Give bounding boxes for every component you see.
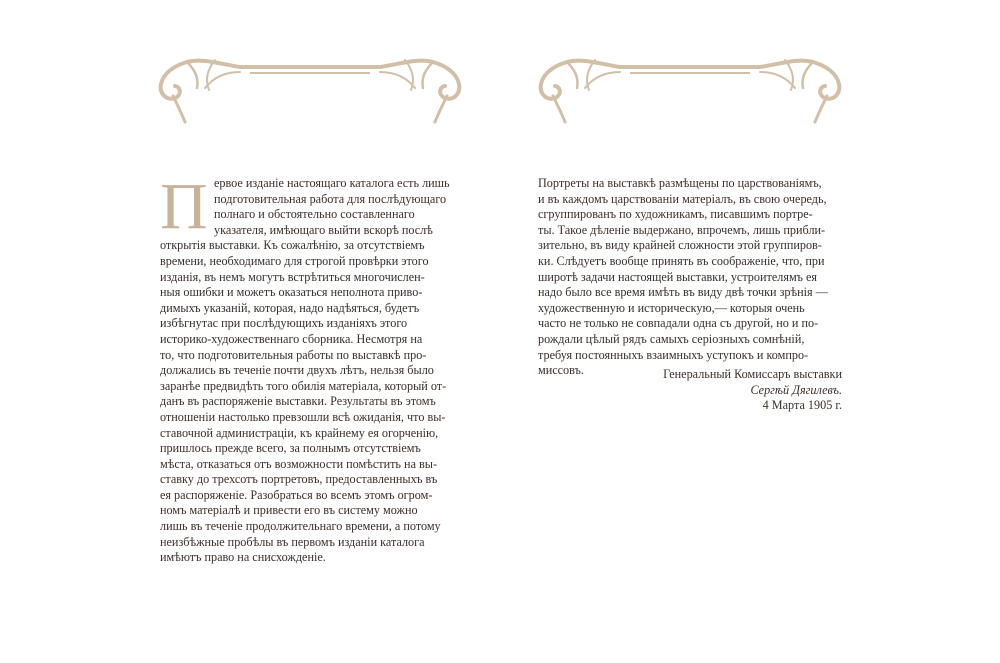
text-line: пришлось прежде всего, за полнымъ отсутствіемъ [160,441,421,456]
text-line: димыхъ указаній, которая, надо надѣяться, будетъ [160,300,420,315]
drop-cap: П [160,170,208,243]
text-line: Портреты на выставкѣ размѣщены по царствованіямъ, [538,176,822,190]
text-line: широтѣ задачи настоящей выставки, устроителямъ ея [538,269,818,284]
text-line: открытія выставки. Къ сожалѣнію, за отсутствіемъ [160,238,425,253]
text-line: неизбѣжные пробѣлы въ первомъ изданіи каталога [160,534,425,549]
text-line: избѣгнутаc при послѣдующихъ изданіяхъ этого [160,316,408,331]
text-line: ты. Такое дѣленіе выдержано, впрочемъ, лишь прибли- [538,222,826,237]
text-line: ныя ошибки и можетъ оказаться неполнота приво- [160,285,423,300]
text-line: миссовъ. [538,363,584,378]
text-line: зительно, въ виду крайней сложности этой группиров- [538,238,822,253]
signature-block [538,367,842,414]
text-line: изданія, въ немъ могутъ встрѣтиться многочислен- [160,269,425,284]
text-line: лишь въ теченіе продолжительнаго времени, а потому [160,519,441,534]
text-line: рождали цѣлый рядъ самыхъ серіозныхъ сомнѣній, [538,331,805,346]
text-line: номъ матеріалѣ и привести его въ систему можно [160,503,418,518]
text-line: ея распоряженіе. Разобраться во всемъ этомъ огром- [160,487,433,502]
text-line: мѣста, отказаться отъ возможности помѣстить на вы- [160,456,438,471]
art-nouveau-ornament-icon [155,56,465,126]
text-line: указателя, имѣющаго выйти вскорѣ послѣ [214,222,433,237]
text-line: ставку до трехсотъ портретовъ, предоставленныхъ въ [160,472,438,487]
art-nouveau-ornament-icon [535,56,845,126]
text-line: подготовительная работа для послѣдующаго [214,191,447,206]
signature-date: 4 Марта 1905 г. [762,398,842,413]
text-line: отношеніи настолько превзошли всѣ ожиданія, что вы- [160,409,446,424]
text-line: данъ въ распоряженіе выставки. Результаты въ этомъ [160,394,436,409]
text-line: сгруппированъ по художникамъ, писавшимъ портре- [538,207,813,222]
text-line: полнаго и обстоятельно составленнаго [214,207,415,222]
text-line: ставочной администраціи, къ крайнему ея огорченію, [160,425,439,440]
signature-title: Генеральный Комиссаръ выставки [663,367,842,381]
text-line: требуя постоянныхъ взаимныхъ уступокъ и компро- [538,347,809,362]
text-line: часто не только не совпадали одна съ другой, но и по- [538,316,819,331]
text-line: заранѣе предвидѣть того обилія матеріала, который от- [160,378,447,393]
text-line: надо было все время имѣть въ виду двѣ точки зрѣнія — [538,285,828,300]
text-line: должались въ теченіе почти двухъ лѣтъ, нельзя было [160,363,434,378]
text-line: ки. Слѣдуетъ вообще принять въ соображеніе, что, при [538,253,825,268]
right-page [500,0,1000,663]
text-line: ервое изданіе настоящаго каталога есть лишь [214,176,450,190]
text-line: художественную и историческую,— которыя очень [538,300,805,315]
text-line: историко-художественнаго сборника. Несмотря на [160,331,423,346]
text-line: времени, необходимаго для строгой провѣрки этого [160,253,429,268]
text-line: и въ каждомъ царствованіи матеріалъ, въ свою очередь, [538,191,827,206]
text-line: то, что подготовительныя работы по выставкѣ про- [160,347,427,362]
signature-name: Сергѣй Дягилевъ. [750,382,842,397]
text-line: имѣютъ право на снисхожденіе. [160,550,326,565]
portraits-text [538,176,848,379]
intro-text [160,170,468,566]
